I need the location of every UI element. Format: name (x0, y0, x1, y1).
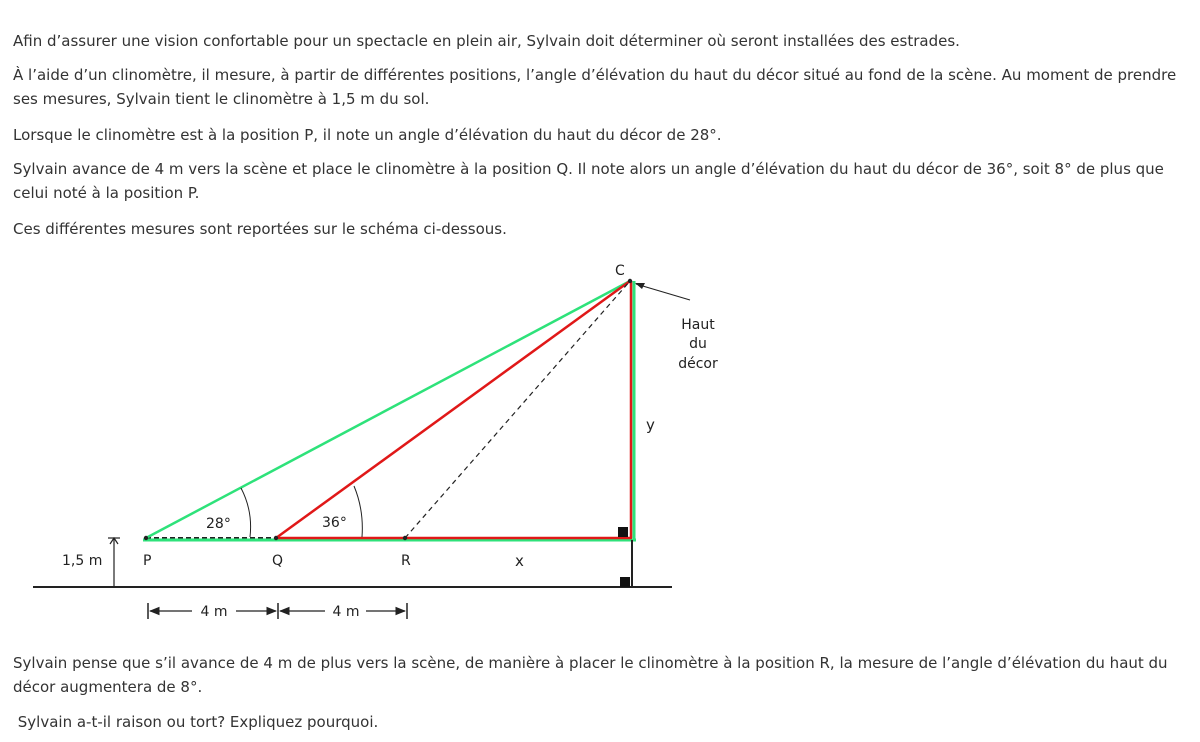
closing-paragraph-1: Sylvain pense que s’il avance de 4 m de plus vers la scène, de manière à placer le clinomètre à la position R, la mesure de l’angle d’élévation du haut du décor augmentera de 8°. (13, 654, 1168, 696)
point-q-dot (274, 536, 278, 540)
label-distance-pq: 4 m (200, 604, 228, 620)
label-angle-q: 36° (322, 515, 347, 531)
right-angle-mark-lower (620, 577, 630, 587)
right-angle-mark-upper (618, 527, 628, 537)
label-x: x (515, 552, 524, 570)
label-decor-line-1: Haut (681, 317, 715, 333)
decor-pointer-head (635, 283, 645, 289)
intro-paragraph-4: Sylvain avance de 4 m vers la scène et place le clinomètre à la position Q. Il note alors un angle d’élévation du haut du décor de 36°, soit 8° de plus que celui noté à la position P. (13, 160, 1164, 202)
point-r-dot (403, 536, 407, 540)
intro-paragraph-5: Ces différentes mesures sont reportées sur le schéma ci-dessous. (13, 220, 507, 238)
dashed-line-rc (405, 281, 630, 538)
label-height: 1,5 m (62, 553, 103, 569)
label-angle-p: 28° (206, 516, 231, 532)
label-point-p: P (143, 553, 152, 569)
red-hypotenuse-qc (276, 281, 630, 538)
intro-paragraph-1: Afin d’assurer une vision confortable pour un spectacle en plein air, Sylvain doit déterminer où seront installées des estrades. (13, 32, 960, 50)
point-c-dot (628, 279, 632, 283)
label-point-c: C (615, 263, 625, 279)
green-hypotenuse-pc (146, 281, 630, 538)
intro-paragraph-2: À l’aide d’un clinomètre, il mesure, à partir de différentes positions, l’angle d’élévation du haut du décor situé au fond de la scène. Au moment de prendre ses mesures, Sylvain tient le clinomètre à 1,5 m du sol. (13, 66, 1177, 108)
label-decor-line-3: décor (678, 356, 718, 372)
angle-arc-q (354, 486, 362, 537)
label-y: y (646, 416, 655, 434)
decor-pointer-arrow (636, 284, 690, 300)
geometry-diagram (0, 248, 760, 633)
label-point-q: Q (272, 553, 284, 569)
angle-arc-p (241, 488, 251, 537)
intro-paragraph-3: Lorsque le clinomètre est à la position P, il note un angle d’élévation du haut du décor de 28°. (13, 126, 722, 144)
point-p-dot (144, 536, 148, 540)
label-decor-line-2: du (689, 336, 707, 352)
closing-question: Sylvain a-t-il raison ou tort? Expliquez pourquoi. (13, 713, 379, 731)
label-point-r: R (401, 553, 411, 569)
label-distance-qr: 4 m (332, 604, 360, 620)
